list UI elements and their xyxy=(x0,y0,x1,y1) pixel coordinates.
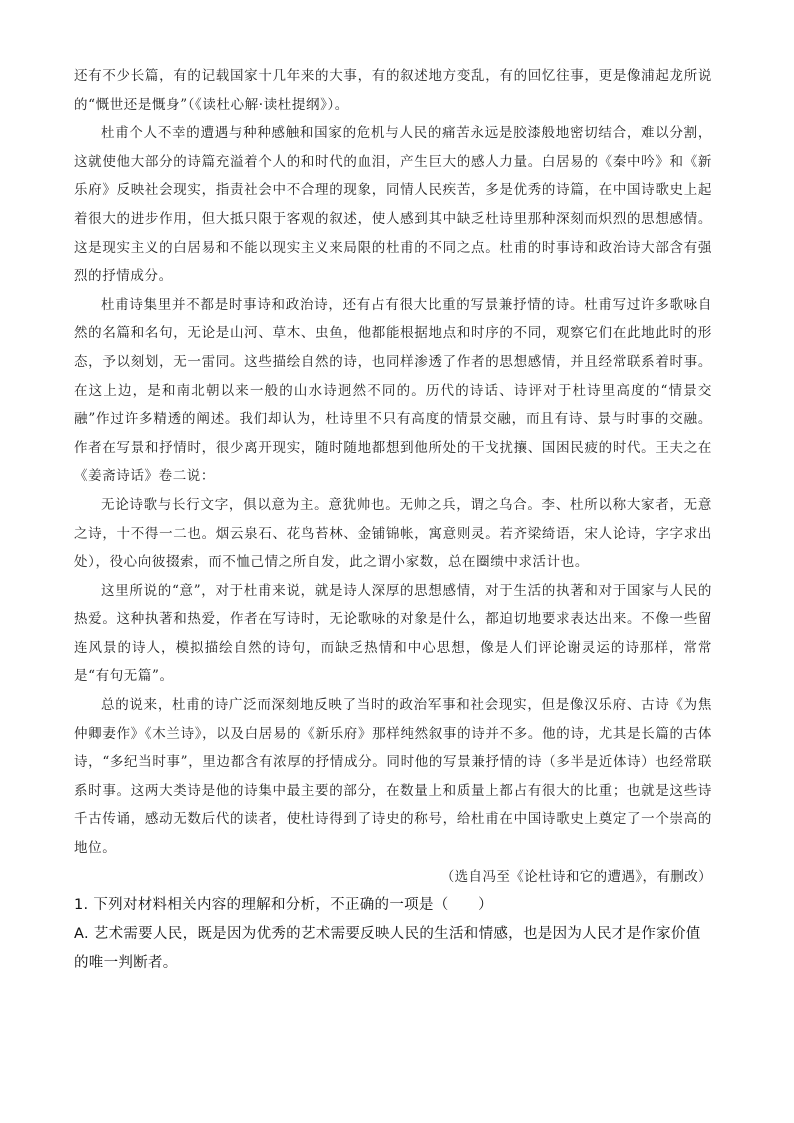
paragraph-conclusion: 总的说来，杜甫的诗广泛而深刻地反映了当时的政治军事和社会现实，但是像汉乐府、古诗《为焦仲卿妻作》《木兰诗》，以及白居易的《新乐府》那样纯然叙事的诗并不多。他的诗，尤其是长篇的古体诗，“多纪当时事”，里边都含有浓厚的抒情成分。同时他的写景兼抒情的诗（多半是近体诗）也经常联系时事。这两大类诗是他的诗集中最主要的部分，在数量上和质量上都占有很大的比重；也就是这些诗千古传诵，感动无数后代的读者，使杜诗得到了诗史的称号，给杜甫在中国诗歌史上奠定了一个崇高的地位。 xyxy=(74,697,712,857)
paragraph-meaning-of-yi: 这里所说的“意”，对于杜甫来说，就是诗人深厚的思想感情，对于生活的执著和对于国家与人民的热爱。这种执著和热爱，作者在写诗时，无论歌咏的对象是什么，都迫切地要求表达出来。不像一些留连风景的诗人，模拟描绘自然的诗句，而缺乏热情和中心思想，像是人们评论谢灵运的诗那样，常常是“有句无篇”。 xyxy=(74,582,712,685)
question-1: 1. 下列对材料相关内容的理解和分析，不正确的一项是（ ） xyxy=(74,897,493,914)
quotation-wang-fuzhi: 无论诗歌与长行文字，俱以意为主。意犹帅也。无帅之兵，谓之乌合。李、杜所以称大家者，无意之诗，十不得一二也。烟云泉石、花鸟苔林、金铺锦帐，寓意则灵。若齐梁绮语，宋人论诗，字字求出处），役心向彼掇索，而不恤己情之所自发，此之谓小家数，总在圈缋中求活计也。 xyxy=(74,496,712,571)
paragraph-du-fu-fate: 杜甫个人不幸的遭遇与种种感触和国家的危机与人民的痛苦永远是胶漆般地密切结合，难以分割，这就使他大部分的诗篇充溢着个人的和时代的血泪，产生巨大的感人力量。白居易的《秦中吟》和《新乐府》反映社会现实，指责社会中不合理的现象，同情人民疾苦，多是优秀的诗篇，在中国诗歌史上起着很大的进步作用，但大抵只限于客观的叙述，使人感到其中缺乏杜诗里那种深刻而炽烈的思想感情。这是现实主义的白居易和不能以现实主义来局限的杜甫的不同之点。杜甫的时事诗和政治诗大部含有强烈的抒情成分。 xyxy=(74,125,712,285)
paragraph-continuation: 还有不少长篇，有的记载国家十几年来的大事，有的叙述地方变乱，有的回忆往事，更是像浦起龙所说的“慨世还是慨身”（《读杜心解·读杜提纲》）。 xyxy=(74,68,712,113)
source-citation: （选自冯至《论杜诗和它的遭遇》，有删改） xyxy=(440,868,712,885)
paragraph-scenery-poems: 杜甫诗集里并不都是时事诗和政治诗，还有占有很大比重的写景兼抒情的诗。杜甫写过许多歌咏自然的名篇和名句，无论是山河、草木、虫鱼，他都能根据地点和时序的不同，观察它们在此地此时的形态，予以刻划，无一雷同。这些描绘自然的诗，也同样渗透了作者的思想感情，并且经常联系着时事。在这上边，是和南北朝以来一般的山水诗迥然不同的。历代的诗话、诗评对于杜诗里高度的“情景交融”作过许多精透的阐述。我们却认为，杜诗里不只有高度的情景交融，而且有诗、景与时事的交融。作者在写景和抒情时，很少离开现实，随时随地都想到他所处的干戈扰攘、国困民疲的时代。王夫之在《姜斋诗话》卷二说： xyxy=(74,296,712,485)
option-a: A. 艺术需要人民，既是因为优秀的艺术需要反映人民的生活和情感，也是因为人民才是作家价值的唯一判断者。 xyxy=(74,925,701,972)
